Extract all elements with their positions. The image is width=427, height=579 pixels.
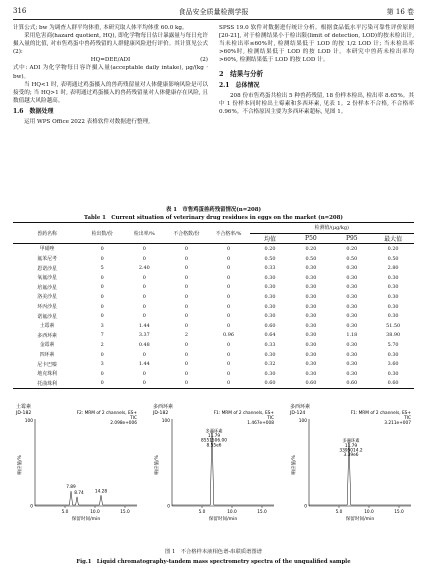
- table-cell: 0.48: [138, 341, 150, 348]
- chromatogram-trace: [35, 491, 137, 505]
- drug-name-cell: 氧氟沙星: [37, 275, 57, 282]
- x-tick-label: 5.0: [198, 510, 206, 515]
- peak-label: 多西环素: [342, 439, 360, 445]
- table-cell: 0: [123, 379, 165, 389]
- table-cell: 0.60: [290, 379, 331, 389]
- table-cell: 0.30: [305, 313, 317, 320]
- sample-id: JD-124: [290, 411, 306, 416]
- section-heading: 1.6 数据处理: [13, 107, 54, 115]
- peak-label: 3.39e6: [343, 453, 359, 458]
- table-cell: 0: [100, 313, 104, 320]
- table-cell: 0.30: [346, 341, 358, 348]
- column-header: 不合格数/份: [165, 223, 207, 244]
- peak-label: 3395014.2: [339, 448, 363, 454]
- table-cell: 0.33: [264, 341, 276, 348]
- table-cell: 0.30: [264, 293, 276, 300]
- chromatogram-panel: [150, 403, 278, 523]
- table-cell: 0.30: [346, 351, 358, 358]
- y-tick-label: 100: [161, 419, 170, 424]
- x-tick-label: 15.0: [394, 510, 404, 515]
- table-cell: 51.50: [386, 322, 401, 329]
- table-cell: 38.90: [386, 332, 401, 339]
- sample-id: JD-182: [153, 411, 169, 416]
- table-cell: 1.44: [138, 361, 150, 368]
- table-cell: 0: [100, 274, 104, 281]
- table-cell: 0.30: [305, 265, 317, 272]
- table-cell: 0: [100, 245, 104, 252]
- table-cell: 7: [100, 332, 104, 339]
- table-row: [13, 369, 414, 379]
- table-cell: 0: [100, 293, 104, 300]
- paragraph: 计算公式; bw 为调查人群平均体重, 本研究取人体平均体重 60.0 kg。: [13, 25, 188, 31]
- table-body: [13, 244, 414, 389]
- table-cell: 0: [184, 274, 188, 281]
- paragraph: 当 HQ<1 时, 表明通过鸡蛋摄入的兽药残留量对人体健康影响风险是可以接受的; 当 HQ>1 时, 表明通过鸡蛋摄入的兽药残留量对人体健康存在风险, 且数值越大风险越高。: [13, 81, 208, 104]
- right-column: [219, 24, 414, 116]
- tic-label: TIC: [404, 416, 411, 421]
- column-header: 兽药名称: [13, 223, 81, 244]
- table-cell: 0: [142, 293, 146, 300]
- table-cell: 0.30: [387, 351, 399, 358]
- drug-name-cell: 托曲珠利: [13, 379, 81, 389]
- table-cell: 0.30: [346, 293, 358, 300]
- y-tick-label: 0: [167, 504, 170, 510]
- table-cell: 0: [184, 284, 188, 291]
- header-rule: [13, 19, 414, 20]
- table-row: [13, 340, 414, 350]
- table-cell: 0.30: [305, 370, 317, 377]
- table-cell: 2.40: [138, 265, 150, 272]
- column-header-group: 检测值/(μg/kg): [250, 223, 414, 234]
- x-tick-label: 10.0: [364, 510, 374, 515]
- paragraph: SPSS 19.0 软件对数据进行统计分析。根据食品低水平污染可靠性评价原则[20-21], 对于检测结果小于检出限(limit of detection, LOD)的按未检出计, 当未检出率≤60%时, 检测结果低于 LOD 的按 1/2 LOD 计; 当未检出率>60%时, 检测结果低于 LOD 的按 LOD 计。本研究中兽药未检出率均>60%, 检测结果低于 LOD 的按 LOD 计。: [219, 25, 414, 64]
- table-cell: 5.70: [387, 341, 399, 348]
- peak-label: 多西环素: [205, 429, 223, 435]
- figure-caption-cn: 图 1 不合格样本液相色谱-串联质谱图谱: [165, 549, 262, 555]
- issue-number: 第 16 卷: [386, 8, 414, 16]
- table-cell: 1.44: [138, 322, 150, 329]
- table-cell: 0: [207, 379, 249, 389]
- table-cell: 0.60: [372, 379, 414, 389]
- section-heading: 2 结果与分析: [219, 70, 264, 79]
- table-cell: 0.20: [387, 245, 399, 252]
- table-cell: 0: [184, 370, 188, 377]
- column-subheader: P95: [331, 233, 372, 244]
- table-cell: 0: [226, 341, 231, 348]
- column-header: 检出率/%: [123, 223, 165, 244]
- drug-name-cell: 金霉素: [39, 342, 55, 349]
- table-cell: 0.30: [305, 361, 317, 368]
- table-cell: 3: [100, 322, 104, 329]
- figure-caption-en: Fig.1 Liquid chromatography-tandem mass spectrometry spectra of the unqualified sample: [76, 559, 351, 565]
- table-row: [13, 283, 414, 293]
- table-cell: 0.64: [264, 332, 276, 339]
- table-cell: 2: [100, 341, 104, 348]
- table-row: [13, 302, 414, 312]
- peak-label: 8551506.00: [201, 438, 227, 444]
- table-cell: 0: [226, 245, 231, 252]
- peak-label: 11.79: [207, 434, 221, 440]
- table-cell: 0.30: [346, 284, 358, 291]
- table-row: [13, 379, 414, 389]
- table-cell: 0: [184, 351, 188, 358]
- table-cell: 0.30: [264, 351, 276, 358]
- table-cell: 0: [142, 284, 146, 291]
- x-tick-label: 5.0: [61, 510, 69, 515]
- table-cell: 0: [184, 265, 188, 272]
- drug-name-cell: 地克珠利: [37, 371, 57, 378]
- table-cell: 0.32: [264, 361, 276, 368]
- table-cell: 0.20: [305, 245, 317, 252]
- chromatogram-svg: [150, 403, 278, 523]
- x-tick-label: 10.0: [90, 510, 100, 515]
- table-cell: 0.30: [264, 303, 276, 310]
- table-cell: 1.18: [346, 332, 358, 339]
- table-cell: 0: [142, 245, 146, 252]
- table-cell: 0: [226, 265, 231, 272]
- table-row: [13, 359, 414, 369]
- table-cell: 0.20: [264, 245, 276, 252]
- table-cell: 0.30: [346, 313, 358, 320]
- table-cell: 0.30: [346, 361, 358, 368]
- table-cell: 0.30: [387, 274, 399, 281]
- table-cell: 0.60: [250, 379, 291, 389]
- table-cell: 0: [100, 303, 104, 310]
- table-cell: 0.30: [305, 341, 317, 348]
- table-cell: 0.30: [264, 370, 276, 377]
- x-axis-label: 保留时间/min: [345, 517, 375, 522]
- paragraph: 208 份市售鸡蛋共检出 5 种兽药残留, 18 份样本检出, 检出率 8.65%。其中 1 份样本同时检出土霉素和多西环素, 见表 1。2 份样本不合格, 不合格率 0.96%。不合格原因主要为多西环素超标, 见图 1。: [219, 92, 414, 115]
- intensity-label: 1.467e+008: [247, 421, 274, 426]
- drug-name-cell: 环丙沙星: [37, 304, 57, 311]
- paragraph: 式中: ADI 为化学物每日容许摄入量(acceptable daily intake), μg/(kg · bw)。: [13, 65, 208, 80]
- table-cell: 0.30: [264, 313, 276, 320]
- table-cell: 0: [165, 379, 207, 389]
- drug-name-cell: 洛美沙星: [37, 294, 57, 301]
- x-tick-label: 5.0: [335, 510, 343, 515]
- table-cell: 0.30: [264, 284, 276, 291]
- table-cell: 0.30: [387, 313, 399, 320]
- peak-label: 8.74: [74, 490, 84, 496]
- drug-name-cell: 诺氟沙星: [37, 313, 57, 320]
- subsection-heading: 2.1 总体情况: [219, 81, 260, 89]
- table-cell: 0: [100, 255, 104, 262]
- table-cell: 0.30: [387, 370, 399, 377]
- table-cell: 0: [184, 245, 188, 252]
- panel-title: 土霉素: [16, 404, 32, 410]
- table-cell: 0.30: [305, 351, 317, 358]
- drug-name-cell: 氟苯尼考: [37, 256, 57, 263]
- table-cell: 0: [142, 351, 146, 358]
- table-cell: 0: [142, 313, 146, 320]
- table-row: [13, 273, 414, 283]
- table-cell: 0.30: [305, 303, 317, 310]
- table-cell: 5: [100, 265, 104, 272]
- drug-name-cell: 培氟沙星: [37, 284, 57, 291]
- table-cell: 0: [226, 351, 231, 358]
- residue-table: [13, 222, 414, 389]
- chromatogram-panel: [13, 403, 141, 523]
- y-tick-label: 0: [30, 504, 33, 510]
- drug-name-cell: 多西环素: [37, 332, 57, 339]
- table-cell: 0.60: [331, 379, 372, 389]
- table-cell: 3.37: [138, 332, 150, 339]
- table-cell: 0.30: [387, 284, 399, 291]
- drug-name-cell: 甲硝唑: [39, 246, 55, 253]
- table-cell: 0: [226, 274, 231, 281]
- table-cell: 0: [100, 284, 104, 291]
- table-row: [13, 321, 414, 331]
- table-cell: 0: [226, 322, 231, 329]
- table-row: [13, 292, 414, 302]
- table-row: [13, 244, 414, 254]
- paragraph: 采用危害商(hazard quotient, HQ), 即化学物每日估计暴露量与每日允许摄入量的比值, 对市售鸡蛋中兽药残留的人群健康风险进行评价。其计算见公式(2):: [13, 33, 208, 56]
- column-subheader: 均值: [250, 233, 291, 244]
- table-cell: 0.30: [305, 332, 317, 339]
- table-cell: 2.80: [387, 265, 399, 272]
- tic-label: TIC: [130, 416, 137, 421]
- table-cell: 0: [226, 370, 231, 377]
- x-axis-label: 保留时间/min: [71, 517, 101, 522]
- table-cell: 0.30: [305, 274, 317, 281]
- paragraph: 运用 WPS Office 2022 表格软件对数据进行整理,: [24, 119, 150, 126]
- trace-label: F1: MRM of 2 channels, ES+: [350, 411, 411, 416]
- table-cell: 0.60: [264, 322, 276, 329]
- table-cell: 0.33: [264, 265, 276, 272]
- table-cell: 0: [142, 274, 146, 281]
- table-cell: 0.30: [264, 274, 276, 281]
- table-cell: 0.30: [387, 303, 399, 310]
- table-cell: 0.30: [305, 322, 317, 329]
- tic-label: TIC: [267, 416, 274, 421]
- table-cell: 3.60: [387, 361, 399, 368]
- table-row: [13, 263, 414, 273]
- chromatogram-panel: [287, 403, 415, 523]
- table-cell: 0.50: [264, 255, 276, 262]
- trace-label: F1: MRM of 2 channels, ES+: [213, 411, 274, 416]
- table-cell: 0.50: [346, 255, 358, 262]
- table-cell: 0: [184, 313, 188, 320]
- table-cell: 0: [226, 284, 231, 291]
- table-header-row: [13, 223, 414, 234]
- panel-title: 多西环素: [153, 404, 174, 410]
- page-number: 316: [13, 7, 27, 15]
- table-cell: 0: [184, 255, 188, 262]
- drug-name-cell: 土霉素: [39, 323, 55, 330]
- table-title-cn: 表 1 市售鸡蛋兽药残留情况(n=208): [165, 207, 262, 213]
- table-cell: 0: [100, 370, 104, 377]
- trace-label: F2: MRM of 2 channels, ES+: [76, 411, 137, 416]
- table-cell: 0.96: [223, 332, 234, 339]
- drug-name-cell: 四环素: [39, 352, 55, 359]
- table-cell: 0.30: [387, 293, 399, 300]
- peak-label: 14.28: [94, 489, 108, 495]
- table-cell: 0.30: [346, 370, 358, 377]
- table-cell: 0: [142, 303, 146, 310]
- formula: [13, 56, 208, 64]
- y-tick-label: 100: [24, 419, 33, 424]
- table-cell: 0: [184, 341, 188, 348]
- y-tick-label: 100: [298, 419, 307, 424]
- column-header: 检出数/份: [81, 223, 123, 244]
- table-cell: 0: [184, 293, 188, 300]
- peak-label: 7.89: [66, 485, 76, 491]
- drug-name-cell: 尼卡巴嗪: [37, 361, 57, 368]
- intensity-label: 2.098e+006: [110, 421, 137, 426]
- table-cell: 0.30: [346, 322, 358, 329]
- chromatogram-svg: [287, 403, 415, 523]
- formula-number: (2): [200, 57, 208, 64]
- y-axis-label: 响应值/%: [155, 455, 160, 475]
- table-cell: 0: [226, 361, 231, 368]
- table-cell: 0.50: [387, 255, 399, 262]
- table-cell: 0.30: [346, 265, 358, 272]
- table-cell: 0: [184, 361, 188, 368]
- left-column: [13, 24, 208, 126]
- sample-id: JD-182: [16, 411, 32, 416]
- table-cell: 2: [184, 332, 188, 339]
- intensity-label: 3.211e+007: [384, 421, 411, 426]
- table-cell: 0: [226, 293, 231, 300]
- table-cell: 0: [226, 255, 231, 262]
- table-cell: 0.50: [305, 255, 317, 262]
- peak-label: 11.79: [344, 443, 358, 449]
- x-axis-label: 保留时间/min: [208, 517, 238, 522]
- table-row: [13, 311, 414, 321]
- column-header: 不合格率/%: [207, 223, 249, 244]
- table-cell: 0: [184, 303, 188, 310]
- panel-title: 多西环素: [290, 404, 311, 410]
- table-cell: 0.30: [305, 293, 317, 300]
- journal-title: 食品安全质量检测学报: [178, 8, 249, 16]
- y-axis-label: 响应值/%: [292, 455, 297, 475]
- chromatogram-svg: [13, 403, 141, 523]
- table-cell: 0: [184, 322, 188, 329]
- y-tick-label: 0: [304, 504, 307, 510]
- x-tick-label: 15.0: [120, 510, 130, 515]
- table-cell: 0: [142, 370, 146, 377]
- table-cell: 0.20: [346, 245, 358, 252]
- table-cell: 0: [100, 351, 104, 358]
- table-cell: 0.30: [346, 274, 358, 281]
- table-title-en: Table 1 Current situation of veterinary drug residues in eggs on the market (n=208): [84, 215, 343, 221]
- table-cell: 0: [226, 313, 231, 320]
- table-cell: 0.30: [346, 303, 358, 310]
- table-cell: 3: [100, 361, 104, 368]
- table-cell: 0: [226, 303, 231, 310]
- column-subheader: P50: [290, 233, 331, 244]
- y-axis-label: 响应值/%: [18, 455, 23, 475]
- x-tick-label: 10.0: [227, 510, 237, 515]
- table-row: [13, 350, 414, 360]
- table-cell: 0: [142, 255, 146, 262]
- table-cell: 0.30: [305, 284, 317, 291]
- table-row: [13, 331, 414, 341]
- table-row: [13, 254, 414, 264]
- column-subheader: 最大值: [372, 233, 414, 244]
- table-cell: 0: [81, 379, 123, 389]
- formula-text: HQ=DEE/ADI: [90, 57, 131, 64]
- x-tick-label: 15.0: [257, 510, 267, 515]
- peak-label: 8.55e6: [206, 443, 222, 449]
- drug-name-cell: 恩诺沙星: [37, 265, 57, 272]
